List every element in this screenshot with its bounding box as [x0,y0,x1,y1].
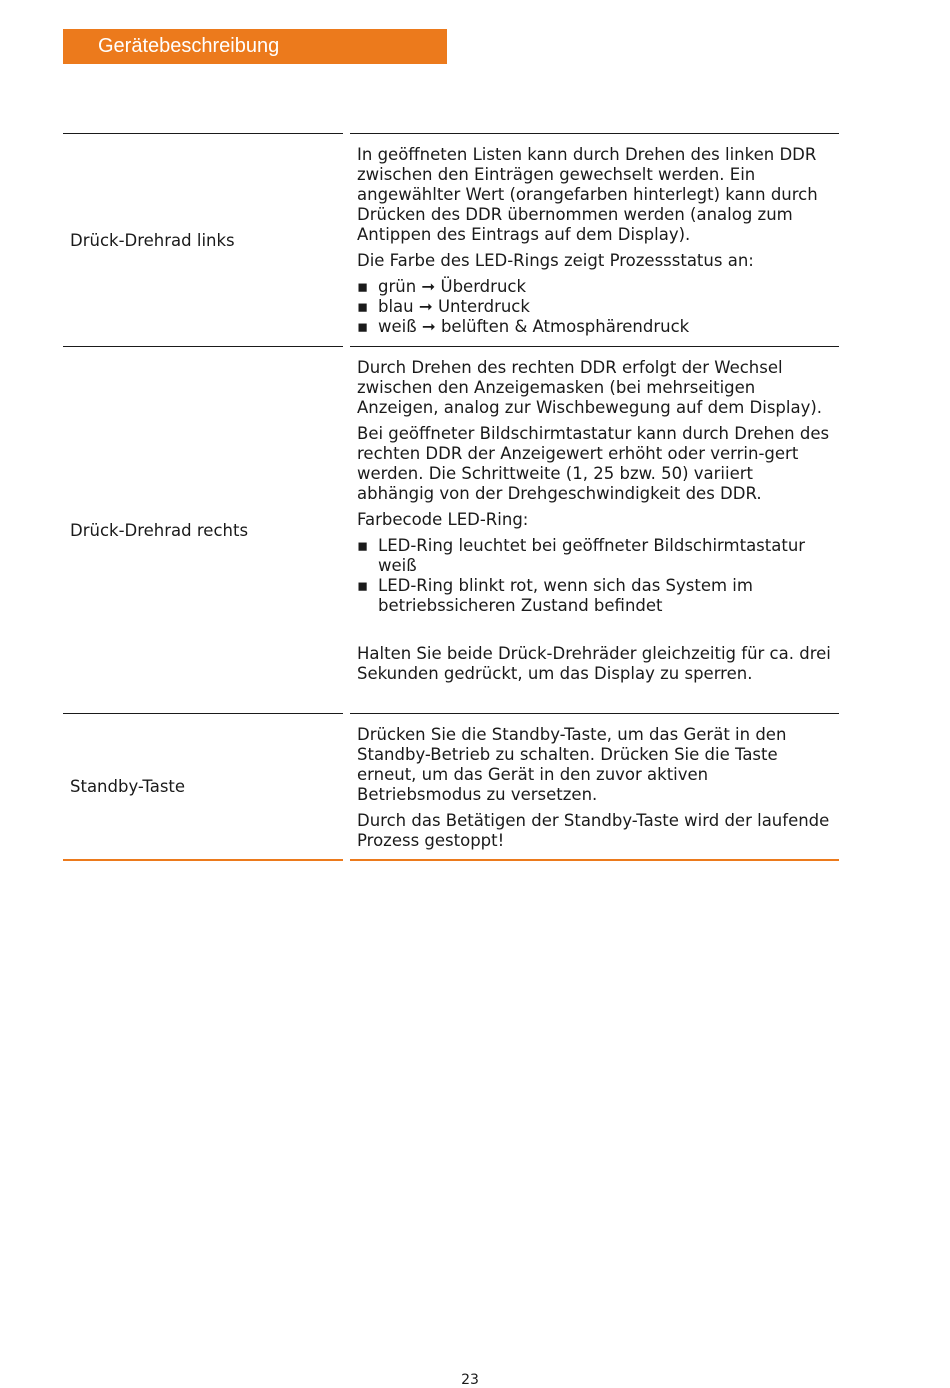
row-label: Standby-Taste [70,777,186,796]
section-header: Gerätebeschreibung [63,29,447,64]
bullet-icon: ▪ [357,536,369,555]
row-label: Drück-Drehrad rechts [70,520,249,540]
list-item [357,297,831,317]
row-label-cell [63,713,343,860]
row-description-cell [350,713,839,860]
table-row-ddr-right [63,346,839,714]
table-row-ddr-left [63,133,839,347]
bullet-icon: ▪ [357,317,369,336]
list-item [357,277,831,297]
list-item [357,317,831,337]
description-paragraph: Durch das Betätigen der Standby-Taste wird der laufende Prozess gestoppt! [357,811,830,850]
list-item [357,536,831,576]
list-item-text: LED-Ring leuchtet bei geöffneter Bildschirmtastatur weiß [378,536,806,575]
list-item [357,576,831,616]
row-label-cell [63,133,343,347]
table-end-rule-right [350,859,839,861]
list-item-text: LED-Ring blinkt rot, wenn sich das System im betriebssicheren Zustand befindet [378,576,753,615]
display-lock-note: Halten Sie beide Drück-Drehräder gleichzeitig für ca. drei Sekunden gedrückt, um das Display zu sperren. [357,644,831,683]
page-number: 23 [461,1372,479,1388]
row-label: Drück-Drehrad links [70,230,235,250]
list-item-text: weiß ➞ belüften & Atmosphärendruck [378,317,690,336]
description-paragraph: Durch Drehen des rechten DDR erfolgt der Wechsel zwischen den Anzeigemasken (bei mehrseitigen Anzeigen, analog zur Wischbewegung auf dem Display). [357,358,823,417]
bullet-icon: ▪ [357,297,369,316]
table-end-rule-left [63,859,343,861]
description-paragraph: In geöffneten Listen kann durch Drehen des linken DDR zwischen den Einträgen gewechselt werden. Ein angewählter Wert (orangefarben hinterlegt) kann durch Drücken des DDR übernommen werden (analog zum Antippen des Eintrags auf dem Display). [357,145,818,244]
list-item-text: grün ➞ Überdruck [378,277,527,296]
bullet-icon: ▪ [357,277,369,296]
bullet-list [357,536,831,616]
row-label-cell [63,346,343,714]
bullet-list [357,277,831,337]
description-paragraph: Farbecode LED-Ring: [357,510,529,529]
description-paragraph: Die Farbe des LED-Rings zeigt Prozessstatus an: [357,251,754,270]
row-description-cell [350,346,839,714]
row-description-cell [350,133,839,347]
bullet-icon: ▪ [357,576,369,595]
description-paragraph: Bei geöffneter Bildschirmtastatur kann durch Drehen des rechten DDR der Anzeigewert erhöht oder verrin-gert werden. Die Schrittweite (1, 25 bzw. 50) variiert abhängig von der Drehgeschwindigkeit des DDR. [357,424,830,503]
table-row-standby [63,713,839,860]
description-paragraph: Drücken Sie die Standby-Taste, um das Gerät in den Standby-Betrieb zu schalten. Drücken Sie die Taste erneut, um das Gerät in den zuvor aktiven Betriebsmodus zu versetzen. [357,725,787,804]
list-item-text: blau ➞ Unterdruck [378,297,530,316]
